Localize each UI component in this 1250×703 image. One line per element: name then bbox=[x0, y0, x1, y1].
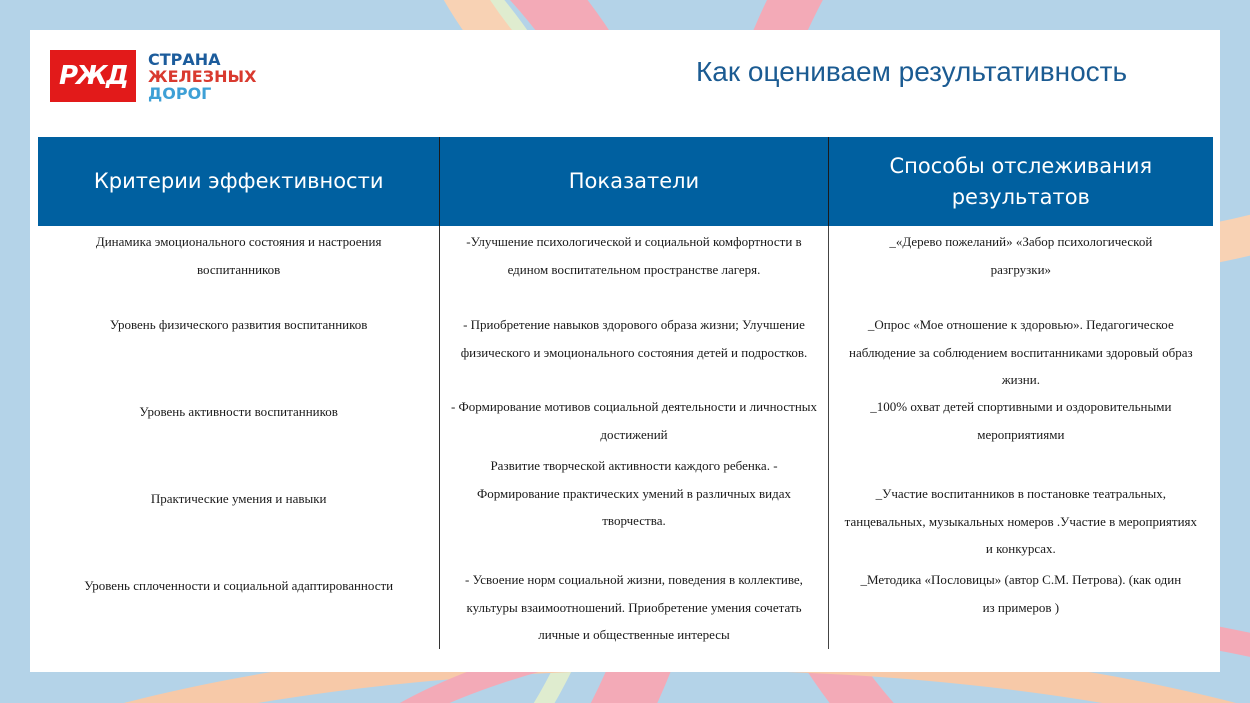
criteria-cell: Практические умения и навыки bbox=[150, 491, 327, 506]
rzd-logo-mark: РЖД bbox=[50, 50, 136, 102]
logo-line-1: СТРАНА bbox=[148, 49, 221, 69]
page-title: Как оцениваем результативность bbox=[696, 56, 1128, 87]
method-cell: _Участие воспитанников в постановке театральных, танцевальных, музыкальных номеров .Участие в мероприятиях и конкурсах. bbox=[844, 486, 1198, 556]
logo-line-3: ДОРОГ bbox=[148, 83, 212, 103]
method-cell: _«Дерево пожеланий» «Забор психологической разгрузки» bbox=[889, 234, 1153, 277]
method-cell: _Методика «Пословицы» (автор С.М. Петрова). (как один из примеров ) bbox=[860, 572, 1182, 615]
indicator-cell: Развитие творческой активности каждого ребенка. - Формирование практических умений в различных видах творчества. bbox=[476, 458, 791, 528]
table-body bbox=[38, 226, 1213, 649]
header-criteria: Критерии эффективности bbox=[93, 169, 384, 193]
criteria-cell: Уровень сплоченности и социальной адаптированности bbox=[84, 578, 394, 593]
logo-line-2: ЖЕЛЕЗНЫХ bbox=[148, 66, 257, 86]
header-indicators: Показатели bbox=[439, 137, 827, 226]
indicator-cell: - Формирование мотивов социальной деятельности и личностных достижений bbox=[450, 399, 818, 442]
indicator-cell: -Улучшение психологической и социальной комфортности в едином воспитательном пространстве лагеря. bbox=[466, 234, 802, 277]
indicator-cell: - Приобретение навыков здорового образа жизни; Улучшение физического и эмоционального состояния детей и подростков. bbox=[460, 317, 808, 360]
criteria-cell: Уровень физического развития воспитанников bbox=[109, 317, 368, 332]
indicators-column bbox=[439, 226, 827, 649]
header-methods bbox=[828, 137, 1213, 226]
header-methods-label: Способы отслеживания результатов bbox=[889, 153, 1153, 209]
slide-card bbox=[30, 30, 1220, 672]
rzd-logo bbox=[50, 50, 256, 102]
criteria-cell: Уровень активности воспитанников bbox=[139, 404, 338, 419]
methods-column bbox=[828, 226, 1213, 649]
logo-wordmark bbox=[148, 51, 256, 102]
evaluation-table bbox=[38, 137, 1213, 649]
method-cell: _100% охват детей спортивными и оздоровительными мероприятиями bbox=[870, 399, 1172, 442]
method-cell: _Опрос «Мое отношение к здоровью». Педагогическое наблюдение за соблюдением воспитанниками здоровый образ жизни. bbox=[849, 317, 1193, 387]
criteria-cell: Динамика эмоционального состояния и настроения воспитанников bbox=[95, 234, 382, 277]
criteria-column bbox=[38, 226, 439, 649]
indicator-cell: - Усвоение норм социальной жизни, поведения в коллективе, культуры взаимоотношений. Приобретение умения сочетать личные и общественные интересы bbox=[465, 572, 803, 642]
table-header bbox=[38, 137, 1213, 226]
